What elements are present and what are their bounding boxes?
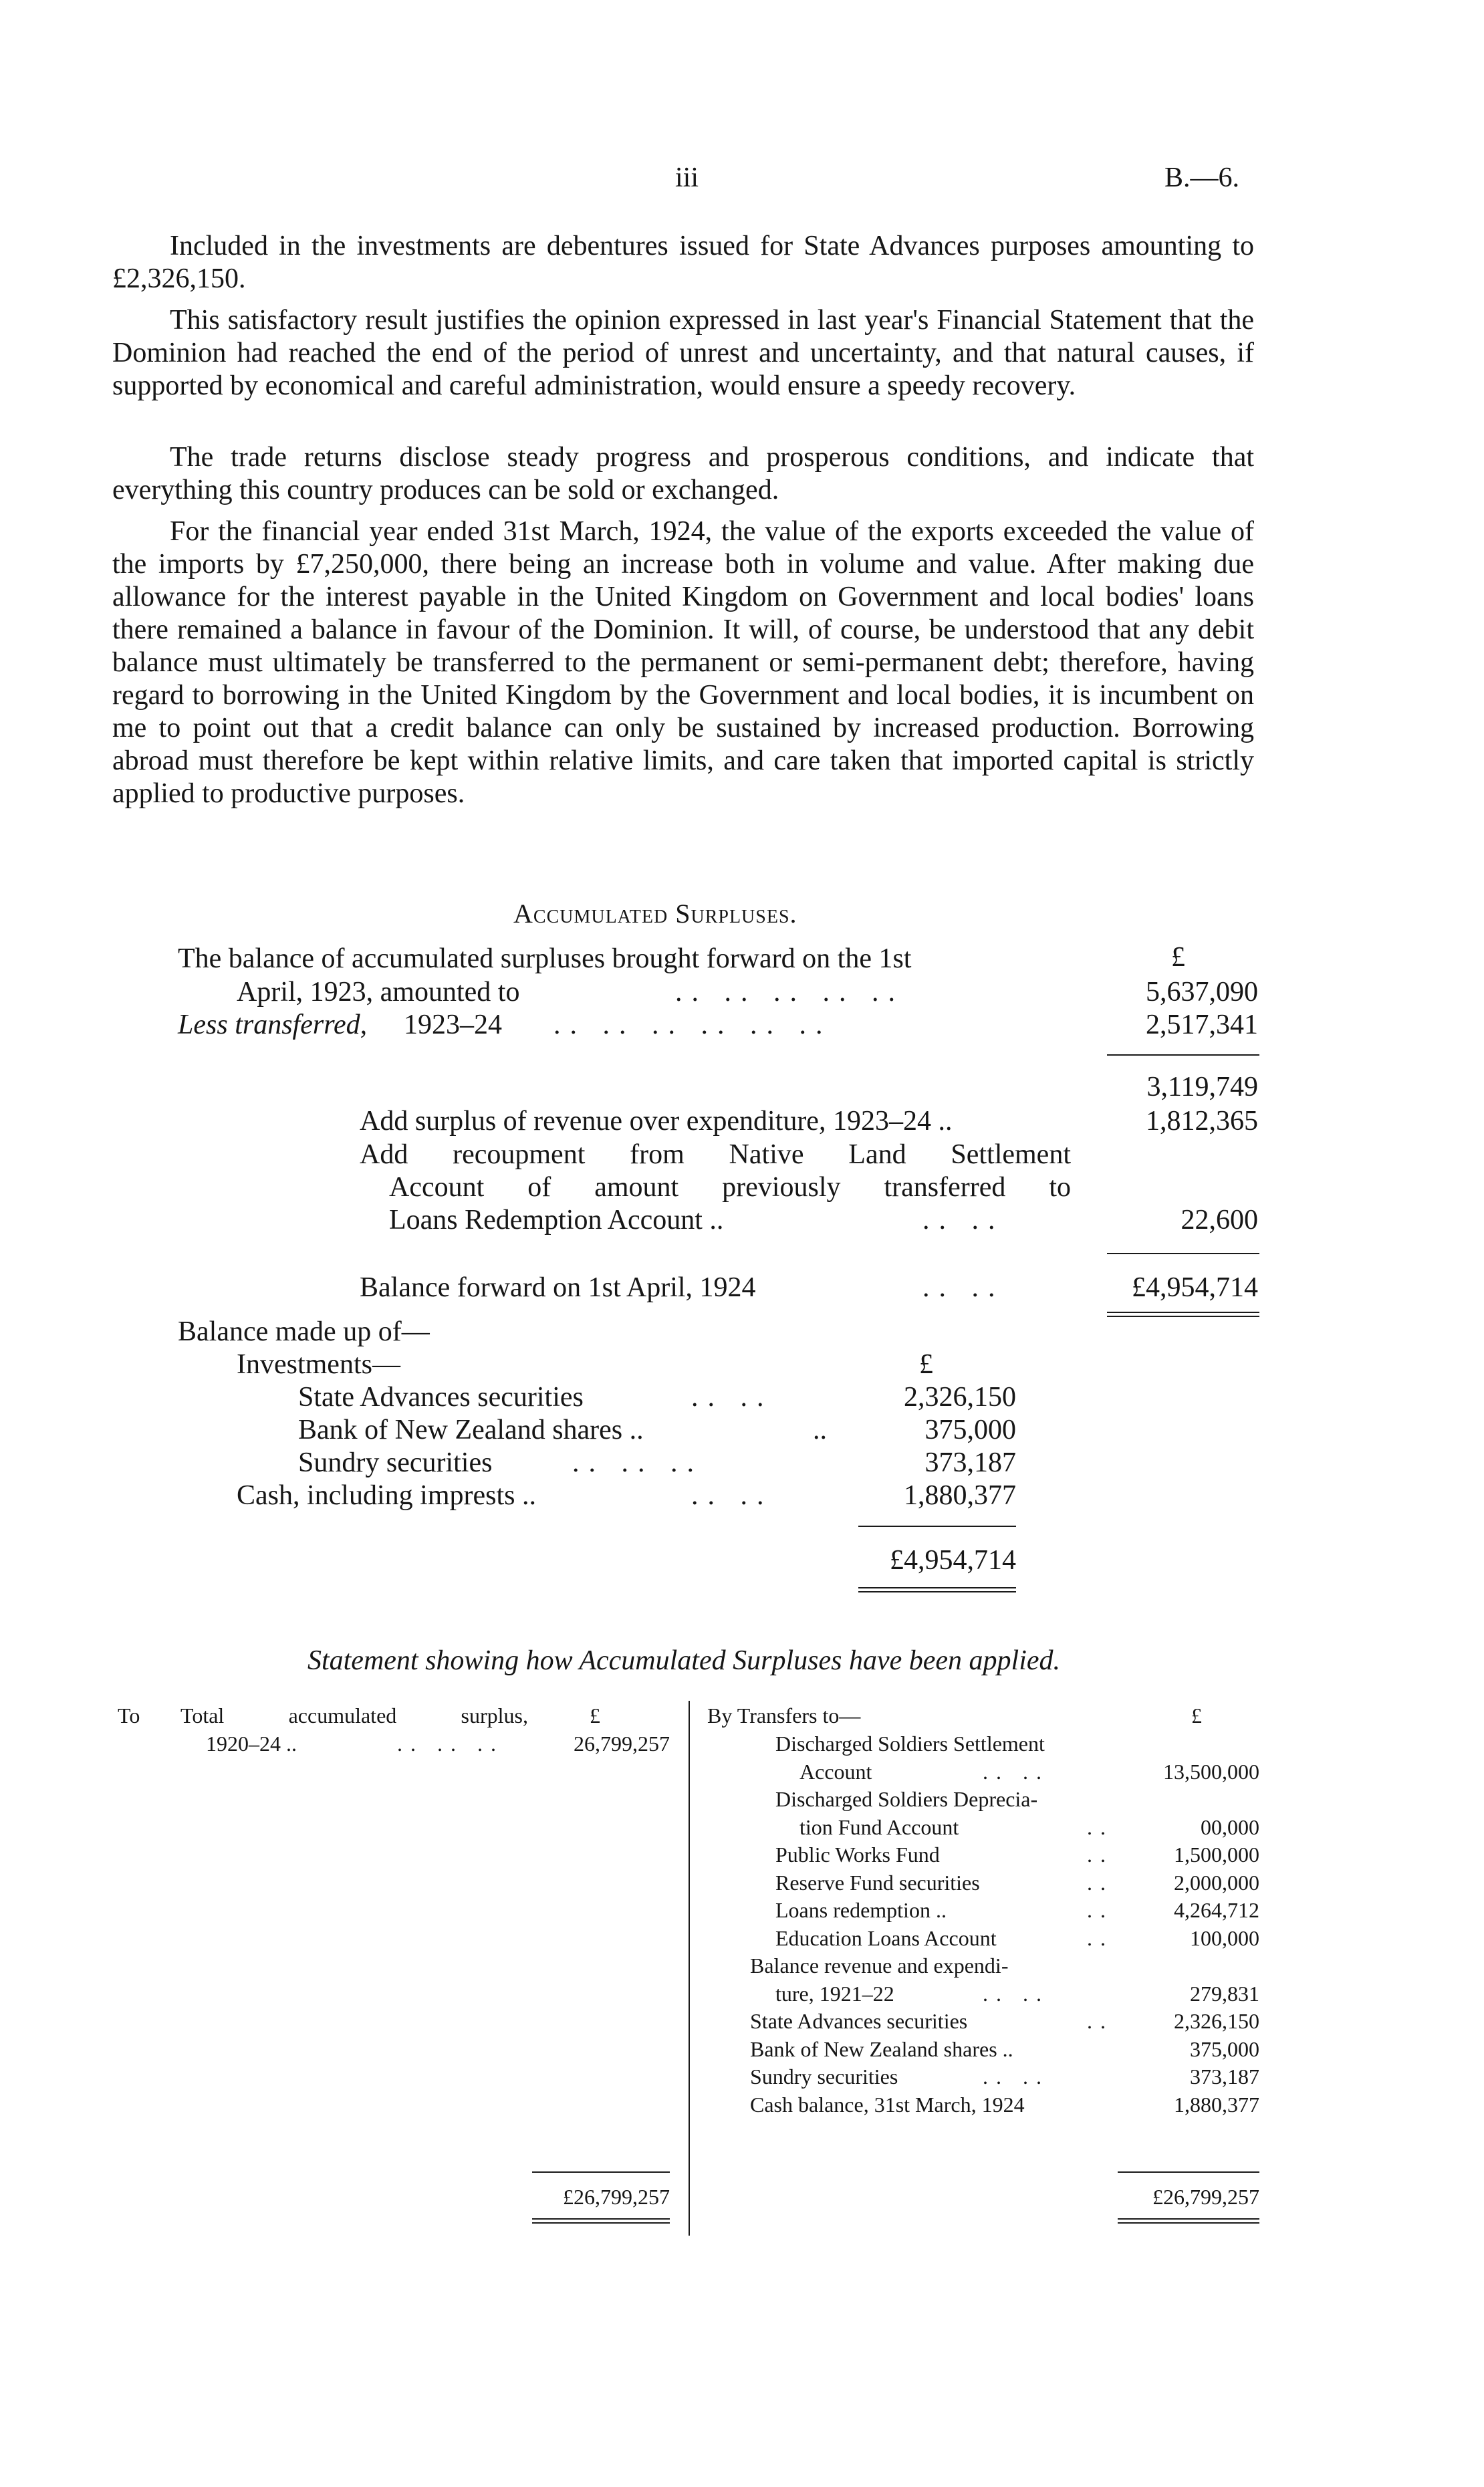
transfer-row-label: Loans redemption .. [775, 1898, 947, 1922]
transfer-row-label: Discharged Soldiers Deprecia- [775, 1787, 1038, 1811]
transfer-row-label: Cash balance, 31st March, 1924 [750, 2093, 1025, 2117]
add-recoupment-line-2: Account of amount previously transferred to [389, 1172, 1071, 1203]
paragraph-3: The trade returns disclose steady progress and prosperous conditions, and indicate that everything this country produces can be sold or exchanged. [112, 442, 1254, 505]
investment-item-label: Bank of New Zealand shares .. [298, 1415, 644, 1445]
by-transfers-label: By Transfers to— [707, 1703, 861, 1728]
leader-dots: .. .. [922, 1205, 1005, 1235]
leader-dots: .. .. [983, 1982, 1049, 2006]
left-total-double-rule [532, 2218, 670, 2224]
left-total-rule [532, 2171, 670, 2173]
leader-dots: .. .. [983, 2064, 1049, 2089]
paragraph-2: This satisfactory result justifies the opinion expressed in last year's Financial Statement that the Dominion had reached the end of the period of unrest and uncertainty, and that natural causes, if supported by economical and careful administration, would ensure a speedy recovery. [112, 305, 1254, 401]
transfer-row-label: Bank of New Zealand shares .. [750, 2037, 1013, 2061]
left-amount: 26,799,257 [574, 1732, 670, 1756]
left-label-line-1: Total accumulated surplus, [180, 1703, 528, 1728]
statement-title: Statement showing how Accumulated Surpluses have been applied. [307, 1645, 1061, 1676]
transfer-row-label: State Advances securities [750, 2009, 968, 2033]
to-label: To [118, 1703, 140, 1728]
transfer-row-label: Discharged Soldiers Settlement [775, 1732, 1045, 1756]
investment-item-label: State Advances securities [298, 1382, 584, 1413]
investments-double-rule [858, 1587, 1016, 1592]
investment-item-amount: 373,187 [924, 1447, 1016, 1478]
transfer-row-amount: 2,326,150 [1174, 2009, 1259, 2033]
subtotal-rule [1107, 1054, 1259, 1056]
less-transferred-amount: 2,517,341 [1146, 1010, 1258, 1040]
leader-dots: .. .. [691, 1480, 773, 1511]
investment-item-amount: 2,326,150 [904, 1382, 1016, 1413]
surplus-line-1b: April, 1923, amounted to [237, 977, 520, 1008]
transfer-row-amount: 100,000 [1190, 1926, 1259, 1950]
left-total: £26,799,257 [563, 2185, 670, 2209]
paragraph-1: Included in the investments are debentures issued for State Advances purposes amounting to £2,326,150. [112, 231, 1254, 294]
transfer-row-amount: 375,000 [1190, 2037, 1259, 2061]
leader-dots: .. .. .. [397, 1732, 504, 1756]
leader-dots: .. [1087, 1926, 1114, 1950]
less-transferred-label: Less transferred, [178, 1010, 368, 1040]
cash-label: Cash, including imprests .. [237, 1480, 536, 1511]
currency-header: £ [1171, 942, 1185, 973]
cash-amount: 1,880,377 [904, 1480, 1016, 1511]
transfer-row-label: Balance revenue and expendi- [750, 1953, 1009, 1978]
investment-item-amount: 375,000 [924, 1415, 1016, 1445]
leader-dots: .. .. [983, 1760, 1049, 1784]
transfer-row-amount: 13,500,000 [1163, 1760, 1259, 1784]
add-recoupment-line-1: Add recoupment from Native Land Settlement [360, 1139, 1071, 1170]
left-label-line-2: 1920–24 .. [206, 1732, 297, 1756]
add-surplus-amount: 1,812,365 [1146, 1106, 1258, 1137]
leader-dots: .. [1087, 1898, 1114, 1922]
less-transferred-year: 1923–24 [404, 1010, 502, 1040]
leader-dots: .. [1087, 1843, 1114, 1867]
right-total-rule [1118, 2171, 1259, 2173]
leader-dots: .. .. .. .. .. [675, 977, 904, 1008]
transfer-row-amount: 1,880,377 [1174, 2093, 1259, 2117]
transfer-row-label: Education Loans Account [775, 1926, 997, 1950]
leader-dots: .. .. [691, 1382, 773, 1413]
transfer-row-label: tion Fund Account [799, 1815, 959, 1839]
balance-rule [1107, 1253, 1259, 1254]
transfer-row-label: Public Works Fund [775, 1843, 940, 1867]
transfer-row-label: Account [799, 1760, 872, 1784]
leader-dots: .. [1087, 2009, 1114, 2033]
recoupment-amount: 22,600 [1181, 1205, 1258, 1235]
column-divider [689, 1701, 690, 2236]
add-surplus-label: Add surplus of revenue over expenditure, 1923–24 .. [360, 1106, 953, 1137]
investments-label: Investments— [237, 1349, 400, 1380]
page-number: iii [675, 162, 699, 193]
left-currency: £ [590, 1703, 600, 1728]
transfer-row-amount: 4,264,712 [1174, 1898, 1259, 1922]
investments-total: £4,954,714 [890, 1545, 1016, 1576]
leader-dots: .. [813, 1415, 827, 1445]
leader-dots: .. .. .. .. .. .. [553, 1010, 832, 1040]
balance-made-up-label: Balance made up of— [178, 1316, 430, 1347]
leader-dots: .. [1087, 1871, 1114, 1895]
transfer-row-amount: 373,187 [1190, 2064, 1259, 2089]
transfer-row-label: Reserve Fund securities [775, 1871, 980, 1895]
investment-item-label: Sundry securities [298, 1447, 493, 1478]
transfer-row-amount: 279,831 [1190, 1982, 1259, 2006]
leader-dots: .. .. [922, 1272, 1005, 1303]
transfer-row-amount: 00,000 [1195, 1815, 1259, 1839]
right-total: £26,799,257 [1152, 2185, 1259, 2209]
transfer-row-amount: 1,500,000 [1174, 1843, 1259, 1867]
transfer-row-label: ture, 1921–22 [775, 1982, 894, 2006]
balance-double-rule [1107, 1312, 1259, 1317]
right-currency: £ [1191, 1703, 1202, 1728]
transfer-row-amount: 2,000,000 [1174, 1871, 1259, 1895]
balance-forward-amount: £4,954,714 [1132, 1272, 1258, 1303]
investments-rule [858, 1526, 1016, 1527]
right-total-double-rule [1118, 2218, 1259, 2224]
add-recoupment-line-3: Loans Redemption Account .. [389, 1205, 724, 1235]
leader-dots: .. [1087, 1815, 1114, 1839]
surplus-line-1a: The balance of accumulated surpluses brought forward on the 1st [178, 943, 912, 974]
opening-balance-amount: 5,637,090 [1146, 977, 1258, 1008]
subtotal-amount: 3,119,749 [1146, 1072, 1258, 1102]
currency-subheader: £ [919, 1349, 933, 1380]
document-code: B.—6. [1164, 162, 1240, 193]
balance-forward-label: Balance forward on 1st April, 1924 [360, 1272, 756, 1303]
leader-dots: .. .. .. [572, 1447, 703, 1478]
surpluses-title: Accumulated Surpluses. [513, 899, 797, 929]
paragraph-4: For the financial year ended 31st March, 1924, the value of the exports exceeded the value of the imports by £7,250,000, there being an increase both in volume and value. After making due allowance for the interest payable in the United Kingdom on Government and local bodies' loans there remained a balance in favour of the Dominion. It will, of course, be understood that any debit balance must ultimately be transferred to the permanent or semi-permanent debt; therefore, having regard to borrowing in the United Kingdom by the Government and local bodies, it is incumbent on me to point out that a credit balance can only be sustained by increased production. Borrowing abroad must therefore be kept within relative limits, and care taken that imported capital is strictly applied to productive purposes. [112, 516, 1254, 809]
transfer-row-label: Sundry securities [750, 2064, 898, 2089]
